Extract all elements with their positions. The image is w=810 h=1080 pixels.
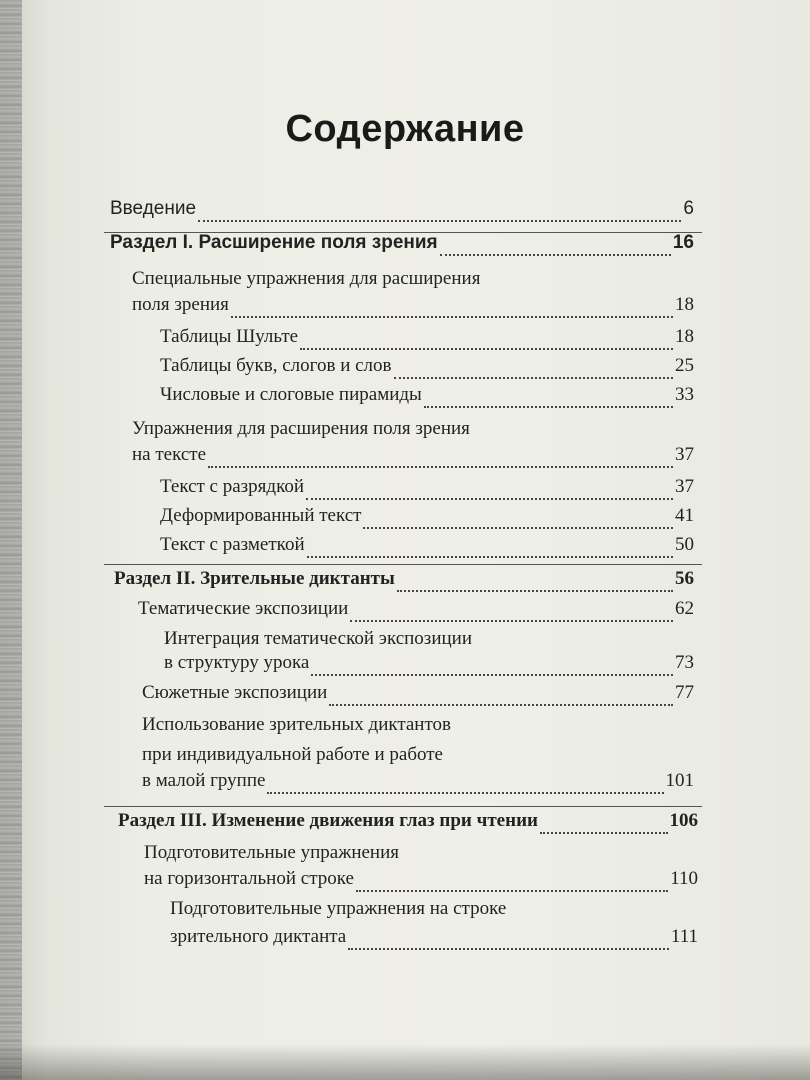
toc-entry-special-exercises[interactable] [132, 294, 694, 324]
toc-entry-title: на горизонтальной строке [144, 868, 354, 889]
toc-page-number: 37 [675, 476, 694, 497]
leader-dots [231, 316, 673, 318]
toc-page-number: 111 [670, 926, 698, 947]
toc-entry-title: на тексте [132, 444, 207, 465]
leader-dots [397, 590, 673, 592]
toc-entry-section-1[interactable] [110, 232, 694, 262]
toc-entry-title-line2: при индивидуальной работе и работе [142, 744, 443, 765]
leader-dots [307, 556, 673, 558]
section-divider [104, 564, 702, 565]
toc-entry-section-2[interactable] [114, 568, 694, 598]
toc-page-number: 18 [675, 294, 694, 315]
toc-entry-horizontal-line[interactable] [144, 868, 698, 898]
toc-page-number: 33 [675, 384, 694, 405]
toc-entry-title: Раздел I. Расширение поля зрения [110, 232, 438, 253]
toc-entry-title-line1: Использование зрительных диктантов [142, 714, 452, 735]
leader-dots [424, 406, 673, 408]
toc-entry-deformed-text[interactable] [160, 505, 694, 535]
toc-entry-dictation-usage[interactable] [142, 770, 694, 800]
page-title: Содержание [285, 108, 525, 150]
toc-page-number: 41 [675, 505, 694, 526]
toc-entry-intro[interactable] [110, 198, 694, 228]
toc-page-number: 62 [675, 598, 694, 619]
toc-page-number: 106 [669, 810, 698, 831]
page-shadow [0, 1044, 810, 1080]
toc-entry-title: Раздел III. Изменение движения глаз при чтении [118, 810, 538, 831]
leader-dots [350, 620, 673, 622]
toc-page-number: 77 [675, 682, 694, 703]
toc-entry-title: в малой группе [142, 770, 266, 791]
toc-entry-title: Текст с разрядкой [160, 476, 305, 497]
toc-entry-dictation-line[interactable] [170, 926, 698, 956]
toc-entry-title: Сюжетные экспозиции [142, 682, 328, 703]
toc-entry-title: Тематические экспозиции [138, 598, 349, 619]
toc-entry-title: в структуру урока [164, 652, 310, 673]
toc-entry-text-exercises[interactable] [132, 444, 694, 474]
toc-entry-title-line1: Упражнения для расширения поля зрения [132, 418, 470, 439]
toc-entry-spaced-text[interactable] [160, 476, 694, 506]
toc-entry-title: поля зрения [132, 294, 229, 315]
leader-dots [306, 498, 673, 500]
toc-entry-title: зрительного диктанта [170, 926, 347, 947]
leader-dots [208, 466, 673, 468]
toc-entry-thematic-expositions[interactable] [138, 598, 694, 628]
leader-dots [363, 527, 673, 529]
toc-entry-title: Таблицы Шульте [160, 326, 299, 347]
toc-page-number: 6 [683, 198, 694, 219]
section-divider [104, 806, 702, 807]
leader-dots [267, 792, 663, 794]
toc-entry-marked-text[interactable] [160, 534, 694, 564]
toc-page-number: 101 [665, 770, 694, 791]
toc-entry-title: Деформированный текст [160, 505, 362, 526]
toc-entry-title-line1: Подготовительные упражнения [144, 842, 400, 863]
toc-entry-section-3[interactable] [118, 810, 698, 840]
toc-entry-title: Раздел II. Зрительные диктанты [114, 568, 395, 589]
toc-entry-title: Введение [110, 198, 197, 219]
leader-dots [329, 704, 673, 706]
toc-page-number: 73 [675, 652, 694, 673]
toc-entry-title-line1: Интеграция тематической экспозиции [164, 628, 472, 649]
toc-entry-title-line1: Специальные упражнения для расширения [132, 268, 481, 289]
toc-page-number: 110 [670, 868, 698, 889]
toc-entry-schulte-tables[interactable] [160, 326, 694, 356]
leader-dots [348, 948, 669, 950]
leader-dots [356, 890, 668, 892]
toc-page-number: 25 [675, 355, 694, 376]
toc-page-number: 16 [672, 232, 694, 253]
leader-dots [394, 377, 674, 379]
toc-entry-pyramids[interactable] [160, 384, 694, 414]
toc-page-number: 18 [675, 326, 694, 347]
toc-entry-title-line1: Подготовительные упражнения на строке [170, 898, 507, 919]
toc-page-number: 50 [675, 534, 694, 555]
leader-dots [198, 220, 681, 222]
toc-entry-title: Таблицы букв, слогов и слов [160, 355, 392, 376]
leader-dots [300, 348, 673, 350]
toc-entry-title: Числовые и слоговые пирамиды [160, 384, 422, 405]
leader-dots [311, 674, 673, 676]
toc-entry-integration[interactable] [164, 652, 694, 682]
toc-entry-title: Текст с разметкой [160, 534, 305, 555]
leader-dots [540, 832, 668, 834]
toc-page-number: 37 [675, 444, 694, 465]
toc-entry-letter-tables[interactable] [160, 355, 694, 385]
toc-entry-plot-expositions[interactable] [142, 682, 694, 712]
toc-page-number: 56 [675, 568, 694, 589]
leader-dots [440, 254, 671, 256]
